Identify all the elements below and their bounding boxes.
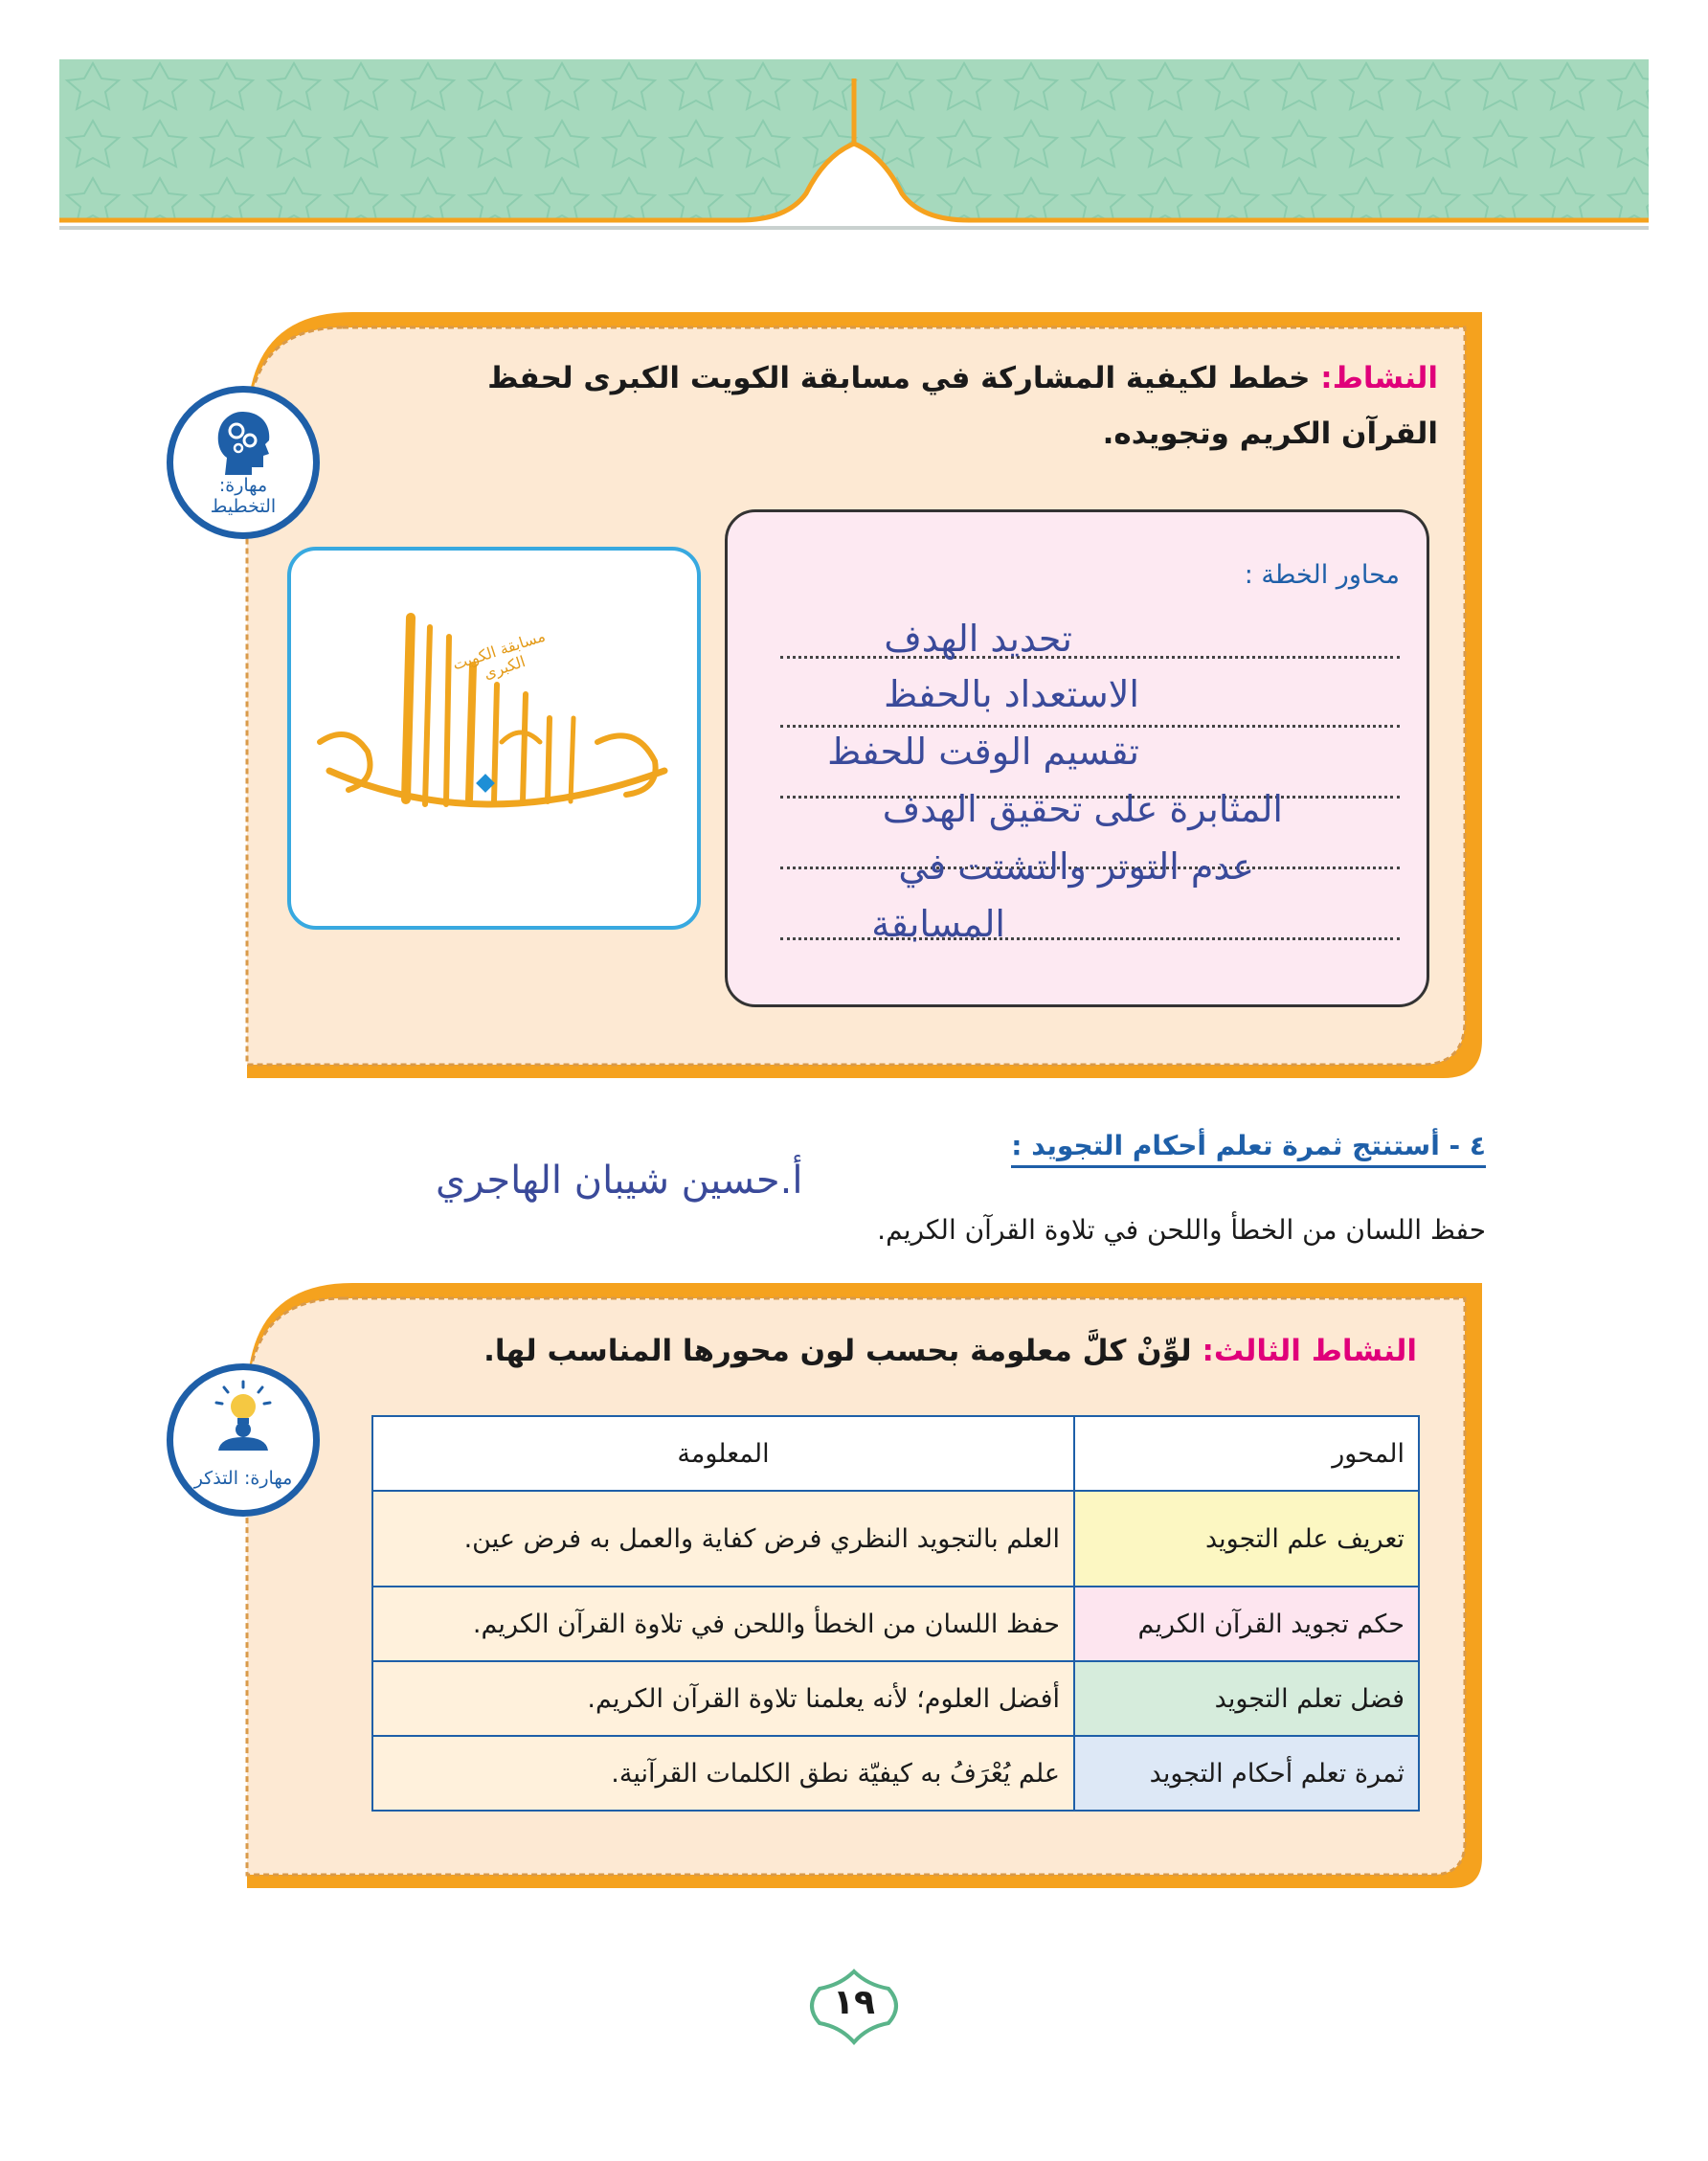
activity-text: خطط لكيفية المشاركة في مسابقة الكويت الكبرى لحفظ القرآن الكريم وتجويده. (487, 361, 1438, 451)
activity1-instruction (423, 350, 1438, 461)
plan-item: المثابرة على تحقيق الهدف (882, 788, 1283, 830)
page-number: ١٩ (833, 1983, 875, 2022)
header-info: المعلومة (372, 1416, 1074, 1491)
header-banner (59, 59, 1649, 230)
axis-cell: فضل تعلم التجويد (1074, 1661, 1419, 1736)
author-name: أ.حسين شيبان الهاجري (436, 1159, 803, 1203)
table-row (372, 1587, 1419, 1661)
activity-label: النشاط: (1320, 361, 1438, 395)
axis-cell: حكم تجويد القرآن الكريم (1074, 1587, 1419, 1661)
axis-cell: ثمرة تعلم أحكام التجويد (1074, 1736, 1419, 1811)
header-axis: المحور (1074, 1416, 1419, 1491)
plan-item: عدم التوتر والتشتت في (898, 845, 1254, 888)
table-header-row (372, 1416, 1419, 1491)
info-cell: أفضل العلوم؛ لأنه يعلمنا تلاوة القرآن الكريم. (372, 1661, 1074, 1736)
plan-item: تحديد الهدف (884, 618, 1072, 660)
competition-logo-box (287, 547, 701, 930)
brain-gears-icon (214, 410, 273, 477)
skill-label-line1: مهارة: التذكر (193, 1468, 293, 1489)
section4-title: ٤ - أستنتج ثمرة تعلم أحكام التجويد : (1011, 1130, 1486, 1168)
plan-heading: محاور الخطة : (1244, 560, 1400, 590)
plan-item: تقسيم الوقت للحفظ (827, 731, 1139, 773)
header-ornament (59, 59, 1649, 230)
axis-info-table (371, 1415, 1420, 1812)
info-cell: العلم بالتجويد النظري فرض كفاية والعمل به فرض عين. (372, 1491, 1074, 1587)
page-number-badge (800, 1968, 908, 2046)
table-row (372, 1736, 1419, 1811)
calligraphy-logo (291, 551, 697, 926)
activity-label: النشاط الثالث: (1202, 1334, 1417, 1368)
table-row (372, 1661, 1419, 1736)
activity-text: لوِّنْ كلَّ معلومة بحسب لون محورها المناسب لها. (483, 1334, 1192, 1368)
skill-label-line2: التخطيط (210, 496, 277, 517)
section4-answer: حفظ اللسان من الخطأ واللحن في تلاوة القرآن الكريم. (877, 1214, 1486, 1246)
axis-cell: تعريف علم التجويد (1074, 1491, 1419, 1587)
activity3-instruction (460, 1323, 1417, 1379)
plan-item: الاستعداد بالحفظ (884, 673, 1139, 715)
plan-line (780, 725, 1400, 728)
plan-line (780, 656, 1400, 659)
skill-badge-planning (167, 386, 320, 539)
skill-badge-remembering (167, 1363, 320, 1517)
info-cell: علم يُعْرَفُ به كيفيّة نطق الكلمات القرآنية. (372, 1736, 1074, 1811)
info-cell: حفظ اللسان من الخطأ واللحن في تلاوة القرآن الكريم. (372, 1587, 1074, 1661)
plan-box (725, 509, 1429, 1007)
lightbulb-person-icon (205, 1380, 281, 1451)
competition-logo-caption: مسابقة الكويت الكبرى (450, 626, 548, 683)
table-row (372, 1491, 1419, 1587)
plan-item: المسابقة (871, 903, 1005, 945)
skill-label-line1: مهارة: (218, 475, 268, 496)
